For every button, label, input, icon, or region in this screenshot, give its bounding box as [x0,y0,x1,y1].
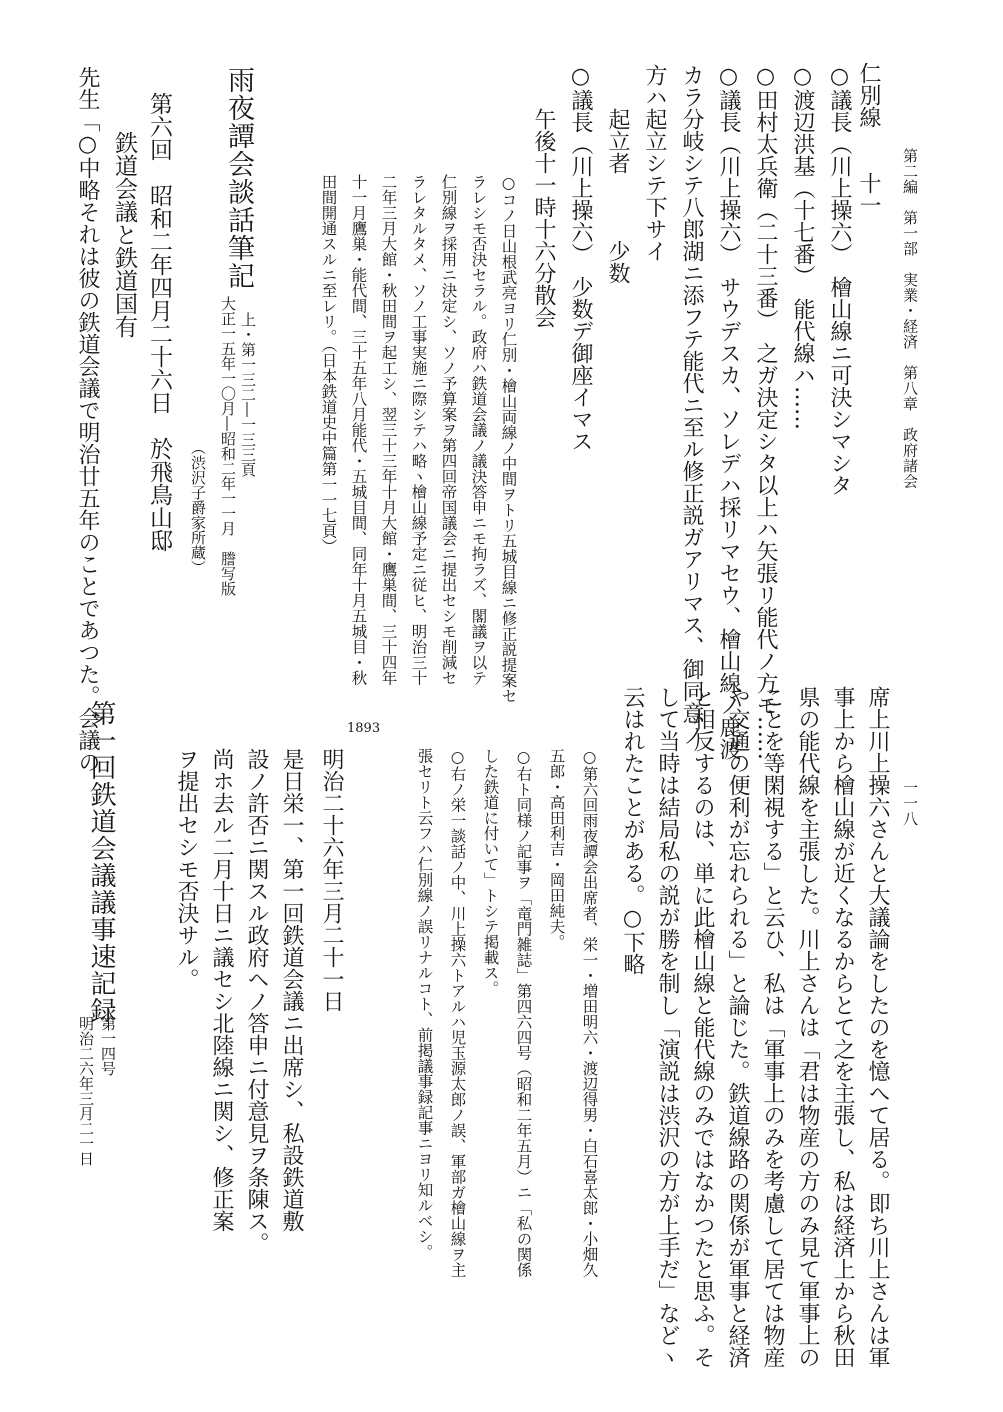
minutes-line-4: ○議長（川上操六） サウデスカ、ソレデハ採リマセウ、檜山線ノ鹿渡 [716,64,741,760]
source-pages: 上・第一三二―一三三頁 [239,312,257,477]
speech-line-4: 県の能代線を主張した。川上さんは「君は物産の方のみ見て軍事上の [795,686,820,1368]
speech-line-9: 云はれたことがある。○下略 [620,686,645,975]
meeting-topic: 鉄道会議と鉄道国有 [111,108,137,338]
speech-line-1: 先生「○中略それは彼の鉄道会議で明治廿五年のことであつた。会議の [75,66,100,773]
minutes-line-5: カラ分岐シテ八郎湖ニ添フテ能代ニ至ル修正説ガアリマス、御同意ノ [679,64,704,746]
date-heading: 明治二十六年三月二十一日 [319,748,344,1012]
bottom-note-line-5: ○右ノ栄一談話ノ中、川上操六トアルハ児玉源太郎ノ誤、軍部ガ檜山線ヲ主 [448,748,467,1278]
minutes-line-6: 方ハ起立シテ下サイ [642,64,667,262]
source-collection: （渋沢子爵家所蔵） [189,440,207,575]
note-line-6: 十一月鷹巣・能代間、三十五年八月能代・五城目間、同年十月五城目・秋 [349,174,368,686]
running-head: 第二編 第一部 実業・経済 第八章 政府諸会 [901,148,919,489]
minutes-line-1: ○議長（川上操六） 檜山線ニ可決シマシタ [827,64,852,496]
minutes-line-9: 午後十一時十六分散会 [531,64,556,328]
record-number: 第一四号 [99,1016,117,1076]
note-line-2: ラレシモ否決セラル。政府ハ鉄道会議ノ議決答申ニモ拘ラズ、閣議ヲ以テ [469,174,488,686]
speech-line-2: 席上川上操六さんと大議論をしたのを憶へて居る。即ち川上さんは軍 [865,686,890,1368]
note-line-5: 二年三月大館・秋田間ヲ起工シ、翌三十三年十月大館・鷹巣間、三十四年 [379,174,398,686]
record-date: 明治二六年三月二一日 [77,1016,95,1166]
speech-line-7: と相反するのは、単に此檜山線と能代線のみではなかつたと思ふ。そ [690,686,715,1368]
speech-line-6: や交通の便利が忘れられる」と論じた。鉄道線路の関係が軍事と経済 [725,686,750,1368]
bottom-note-line-4: した鉄道に付いて」トシテ掲載ス。 [481,748,500,996]
speech-line-3: 事上から檜山線が近くなるからとて之を主張し、私は経済上から秋田 [830,686,855,1368]
entry-line-3: 尚ホ去ル二月十日ニ議セシ北陸線ニ関シ、修正案 [209,748,234,1232]
note-line-7: 田間開通スルニ至レリ。（日本鉄道史中篇第一一七頁） [319,174,338,554]
note-line-3: 仁別線ヲ採用ニ決定シ、ソノ予算案ヲ第四回帝国議会ニ提出セシモ削減セ [439,174,458,686]
source-dates: 大正一五年一〇月―昭和二年一一月 謄写版 [219,296,237,596]
western-year: 1893 [347,721,381,736]
minutes-line-3: ○田村太兵衛（二十三番） 之ガ決定シタ以上ハ矢張リ能代ノ方モ…… [753,64,778,760]
bottom-note-line-3: ○右ト同様ノ記事ヲ「竜門雑誌」第四六四号（昭和二年五月）ニ「私の関係 [514,748,533,1278]
note-line-1: ○コノ日山根武亮ヨリ仁別・檜山両線ノ中間ヲトリ五城目線ニ修正説提案セ [499,174,518,704]
entry-line-1: 是日栄一、第一回鉄道会議ニ出席シ、私設鉄道敷 [279,748,304,1232]
meeting-line: 第六回 昭和二年四月二十六日 於飛鳥山邸 [146,92,172,552]
entry-line-4: ヲ提出セシモ否決サル。 [174,748,199,990]
minutes-line-8: ○議長（川上操六） 少数デ御座イマス [568,64,593,452]
page-number: 一一八 [901,780,919,827]
bottom-note-line-6: 張セリト云フハ仁別線ノ誤リナルコト、前掲議事録記事ニヨリ知ルベシ。 [415,748,434,1260]
minutes-line-7: 起立者 少数 [605,64,630,284]
speech-line-8: して当時は結局私の説が勝を制し「演説は渋沢の方が上手だ」などヽ [655,686,680,1368]
section-title: 仁別線 十一 [856,62,881,216]
minutes-line-2: ○渡辺洪基（十七番） 能代線ハ…… [790,64,815,430]
document-title: 雨夜譚会談話筆記 [223,66,254,290]
record-title: 第一回鉄道会議議事速記録 [86,700,116,1024]
entry-line-2: 設ノ許否ニ関スル政府ヘノ答申ニ付意見ヲ条陳ス。 [244,748,269,1254]
speech-line-5: ことを等閑視する」と云ひ、私は「軍事上のみを考慮して居ては物産 [760,686,785,1368]
bottom-note-line-1: ○第六回雨夜譚会出席者、栄一・増田明六・渡辺得男・白石喜太郎・小畑久 [580,748,599,1278]
bottom-note-line-2: 五郎・高田利吉・岡田純夫。 [547,748,566,950]
note-line-4: ラレタルタメ、ソノ工事実施ニ際シテハ略ヽ檜山線予定ニ従ヒ、明治三十 [409,174,428,686]
